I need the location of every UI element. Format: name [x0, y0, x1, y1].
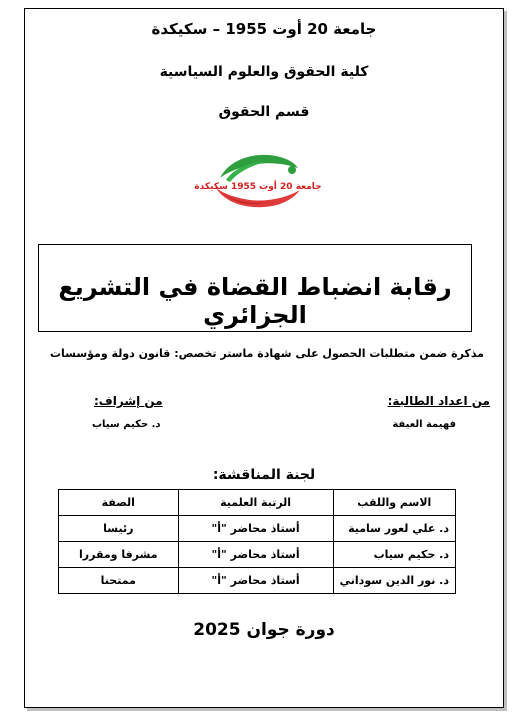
- header-name: الاسم واللقب: [333, 490, 455, 516]
- header-role: الصفة: [59, 490, 179, 516]
- member-role: رئيسا: [59, 516, 179, 542]
- member-name: د. نور الدين سوداني: [333, 568, 455, 594]
- table-header-row: [59, 490, 456, 516]
- header-rank: الرتبة العلمية: [178, 490, 333, 516]
- supervisor-label: من إشراف:: [94, 394, 163, 408]
- member-name: د. حكيم سياب: [333, 542, 455, 568]
- logo-text: جامعة 20 أوت 1955 سكيكدة: [194, 182, 322, 192]
- session-date: دورة جوان 2025: [193, 620, 335, 640]
- table-row: [59, 568, 456, 594]
- thesis-title: رقابة انضباط القضاة في التشريع الجزائري: [58, 273, 452, 329]
- student-name: فهيمة العيفة: [392, 419, 456, 430]
- department-name: قسم الحقوق: [218, 104, 310, 120]
- thesis-note: مذكرة ضمن متطلبات الحصول على شهادة ماستر تخصص: قانون دولة ومؤسسات: [49, 347, 484, 360]
- committee-title: لجنة المناقشة:: [212, 467, 316, 483]
- committee-table: [58, 489, 456, 594]
- member-rank: أستاذ محاضر "أ": [178, 516, 333, 542]
- member-rank: أستاذ محاضر "أ": [178, 568, 333, 594]
- member-rank: أستاذ محاضر "أ": [178, 542, 333, 568]
- table-row: [59, 542, 456, 568]
- title-box: [38, 244, 472, 332]
- university-logo: [194, 150, 322, 212]
- supervisor-name: د. حكيم سياب: [92, 419, 161, 430]
- member-role: ممتحنا: [59, 568, 179, 594]
- faculty-name: كلية الحقوق والعلوم السياسية: [159, 64, 369, 80]
- member-name: د. علي لعور سامية: [333, 516, 455, 542]
- university-name: جامعة 20 أوت 1955 – سكيكدة: [151, 20, 377, 38]
- prepared-by-label: من اعداد الطالبة:: [387, 394, 490, 408]
- table-row: [59, 516, 456, 542]
- member-role: مشرفا ومقررا: [59, 542, 179, 568]
